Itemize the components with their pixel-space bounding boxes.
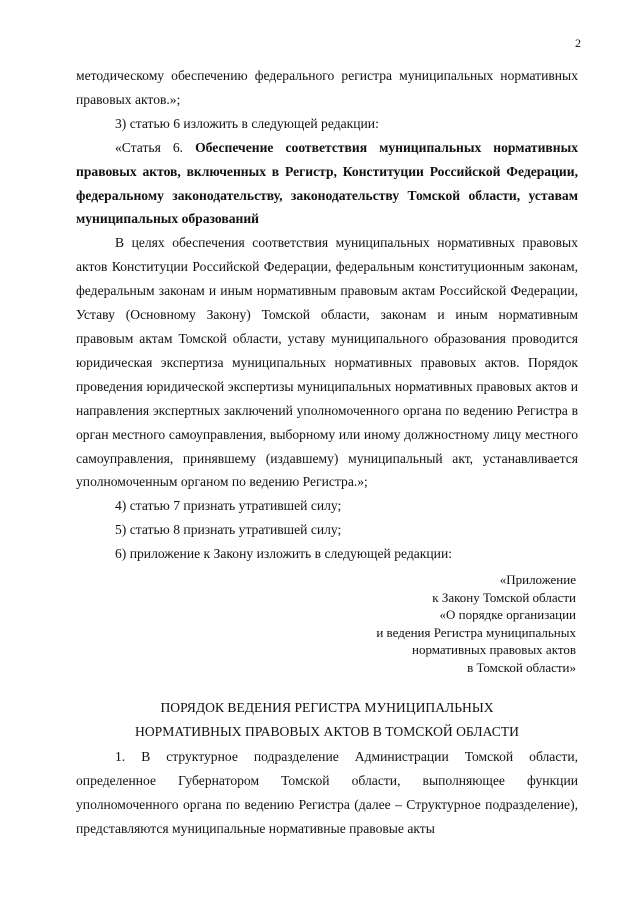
appendix-line: нормативных правовых актов xyxy=(411,642,576,658)
section-paragraph-1: 1. В структурное подразделение Администрации Томской области, определенное Губернатором Томской области, выполняющее функции уполномоченного органа по ведению Регистра (далее – Структурное подразделение), представляются муниципальные нормативные правовые акты xyxy=(76,749,578,836)
article-6-heading xyxy=(76,136,578,232)
appendix-line: к Закону Томской области xyxy=(432,589,576,605)
article-6-title: Обеспечение соответствия муниципальных нормативных правовых актов, включенных в Регистр, Конституции Российской Федерации, федеральному законодательству, законодательству Томской области, уставам муниципальных образований xyxy=(76,139,578,227)
section-title-line: ПОРЯДОК ВЕДЕНИЯ РЕГИСТРА МУНИЦИПАЛЬНЫХ xyxy=(160,700,494,716)
document-content xyxy=(76,64,578,841)
paragraph-continuation: методическому обеспечению федерального регистра муниципальных нормативных правовых актов.»; xyxy=(76,68,578,107)
appendix-line: и ведения Регистра муниципальных xyxy=(376,624,576,640)
section-title-line: НОРМАТИВНЫХ ПРАВОВЫХ АКТОВ В ТОМСКОЙ ОБЛАСТИ xyxy=(135,724,519,740)
appendix-line: в Томской области» xyxy=(467,659,576,675)
article-6-prefix: «Статья 6. xyxy=(115,139,196,155)
appendix-line: «Приложение xyxy=(499,572,576,588)
paragraph-item-5: 5) статью 8 признать утратившей силу; xyxy=(115,522,342,538)
page-number: 2 xyxy=(575,36,581,50)
appendix-line: «О порядке организации xyxy=(439,607,576,623)
article-6-body: В целях обеспечения соответствия муниципальных нормативных правовых актов Конституции Российской Федерации, федеральным конституционным законам, федеральным законам и иным нормативным правовым актам Российской Федерации, Уставу (Основному Закону) Томской области, законам и иным нормативным правовым актам Томской области, уставу муниципального образования проводится юридическая экспертиза муниципальных нормативных правовых актов. Порядок проведения юридической экспертизы муниципальных нормативных правовых актов и направления экспертных заключений уполномоченного органа по ведению Регистра в орган местного самоуправления, выборному или иному должностному лицу местного самоуправления, принявшему (издавшему) муниципальный акт, устанавливается уполномоченным органом по ведению Регистра.»; xyxy=(76,235,578,490)
paragraph-item-6: 6) приложение к Закону изложить в следующей редакции: xyxy=(115,546,452,562)
paragraph-item-3: 3) статью 6 изложить в следующей редакции: xyxy=(115,115,379,131)
paragraph-item-4: 4) статью 7 признать утратившей силу; xyxy=(115,498,342,514)
appendix-caption xyxy=(76,571,578,676)
section-title xyxy=(76,696,578,744)
